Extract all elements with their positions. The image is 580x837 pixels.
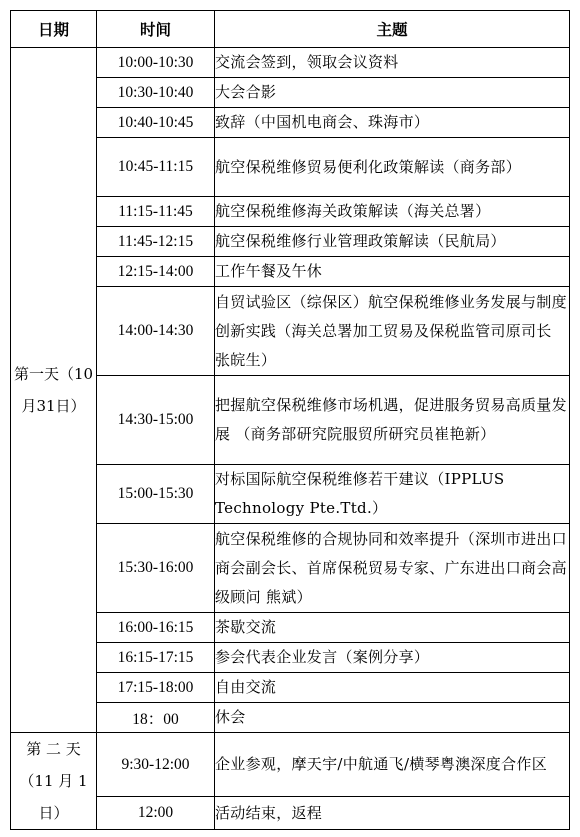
topic-cell: 航空保税维修行业管理政策解读（民航局） [215, 227, 570, 257]
time-cell: 18：00 [97, 703, 215, 733]
topic-cell: 参会代表企业发言（案例分享） [215, 643, 570, 673]
time-cell: 16:15-17:15 [97, 643, 215, 673]
time-cell: 14:00-14:30 [97, 287, 215, 376]
topic-cell: 工作午餐及午休 [215, 257, 570, 287]
time-cell: 15:30-16:00 [97, 524, 215, 613]
topic-cell: 航空保税维修的合规协同和效率提升（深圳市进出口商会副会长、首席保税贸易专家、广东进出口商会高级顾问 熊斌） [215, 524, 570, 613]
topic-cell: 航空保税维修海关政策解读（海关总署） [215, 197, 570, 227]
topic-cell: 航空保税维修贸易便利化政策解读（商务部） [215, 138, 570, 197]
topic-cell: 企业参观，摩天宇/中航通飞/横琴粤澳深度合作区 [215, 733, 570, 797]
header-date: 日期 [11, 11, 97, 48]
header-topic: 主题 [215, 11, 570, 48]
time-cell: 10:45-11:15 [97, 138, 215, 197]
topic-cell: 茶歇交流 [215, 613, 570, 643]
table-row [11, 733, 570, 797]
day1-date-cell: 第一天（10 月31日） [11, 48, 97, 733]
topic-cell: 活动结束，返程 [215, 797, 570, 830]
table-row [11, 48, 570, 78]
schedule-table [10, 10, 570, 830]
time-cell: 12:15-14:00 [97, 257, 215, 287]
time-cell: 14:30-15:00 [97, 376, 215, 465]
time-cell: 11:45-12:15 [97, 227, 215, 257]
time-cell: 9:30-12:00 [97, 733, 215, 797]
topic-cell: 休会 [215, 703, 570, 733]
topic-cell: 交流会签到，领取会议资料 [215, 48, 570, 78]
topic-cell: 致辞（中国机电商会、珠海市） [215, 108, 570, 138]
time-cell: 16:00-16:15 [97, 613, 215, 643]
time-cell: 11:15-11:45 [97, 197, 215, 227]
time-cell: 10:40-10:45 [97, 108, 215, 138]
topic-cell: 大会合影 [215, 78, 570, 108]
topic-cell: 对标国际航空保税维修若干建议（IPPLUS Technology Pte.Ttd.） [215, 465, 570, 524]
time-cell: 15:00-15:30 [97, 465, 215, 524]
time-cell: 17:15-18:00 [97, 673, 215, 703]
topic-cell: 把握航空保税维修市场机遇，促进服务贸易高质量发展 （商务部研究院服贸所研究员崔艳新） [215, 376, 570, 465]
topic-cell: 自由交流 [215, 673, 570, 703]
header-time: 时间 [97, 11, 215, 48]
time-cell: 10:00-10:30 [97, 48, 215, 78]
time-cell: 12:00 [97, 797, 215, 830]
day2-date-cell: 第 二 天（11 月 1日） [11, 733, 97, 830]
table-header-row [11, 11, 570, 48]
topic-cell: 自贸试验区（综保区）航空保税维修业务发展与制度创新实践（海关总署加工贸易及保税监管司原司长 张皖生） [215, 287, 570, 376]
time-cell: 10:30-10:40 [97, 78, 215, 108]
